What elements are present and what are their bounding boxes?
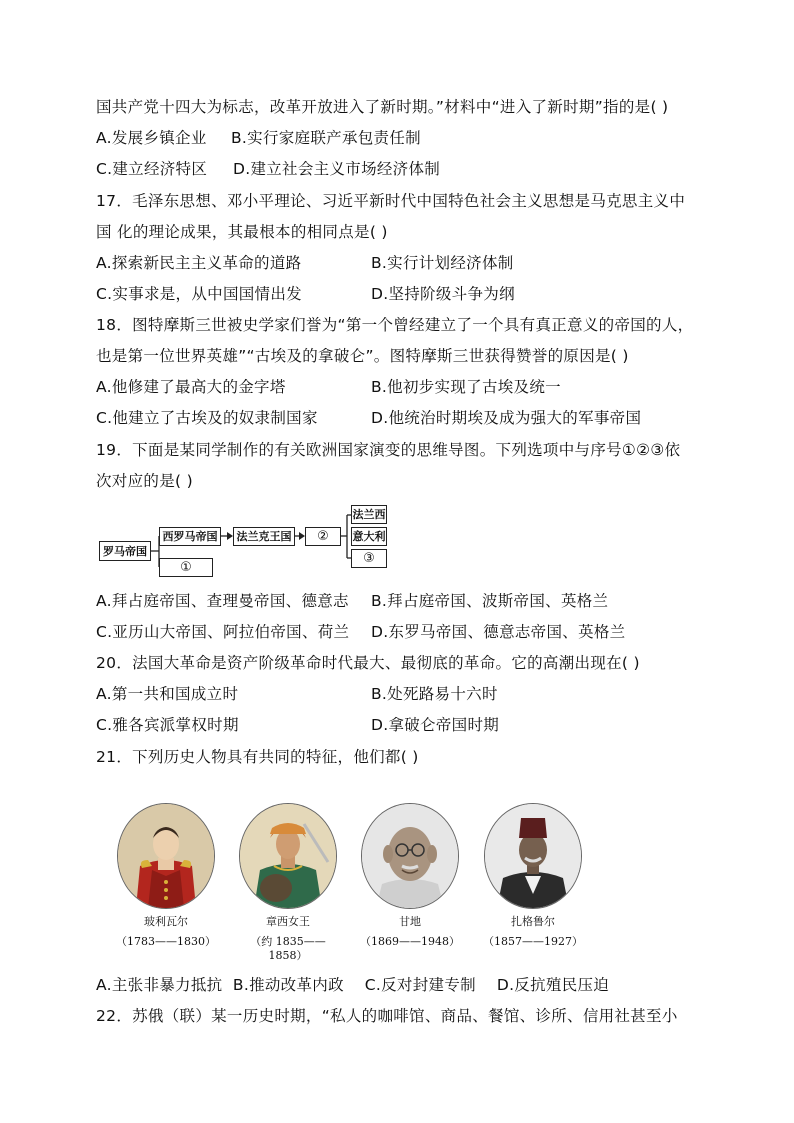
mindmap-france: 法兰西 (351, 505, 387, 524)
q20-option-b: B.处死路易十六时 (371, 685, 498, 703)
q17-option-c: C.实事求是，从中国国情出发 (96, 285, 302, 303)
q20-option-c: C.雅各宾派掌权时期 (96, 716, 239, 734)
q18-option-c: C.他建立了古埃及的奴隶制国家 (96, 409, 318, 427)
q19-stem-line1: 19．下面是某同学制作的有关欧洲国家演变的思维导图。下列选项中与序号①②③依 (96, 441, 681, 459)
q19-option-b: B.拜占庭帝国、波斯帝国、英格兰 (371, 592, 609, 610)
q16-option-b: B.实行家庭联产承包责任制 (231, 129, 421, 147)
portrait-name: 章西女王 (266, 915, 310, 928)
q19-option-a: A.拜占庭帝国、查理曼帝国、德意志 (96, 592, 349, 610)
q16-option-c: C.建立经济特区 (96, 160, 208, 178)
portrait-years: （约 1835——1858） (250, 935, 326, 962)
q16-option-d: D.建立社会主义市场经济体制 (233, 160, 441, 178)
q17-stem-line1: 17．毛泽东思想、邓小平理论、习近平新时代中国特色社会主义思想是马克思主义中 (96, 192, 686, 210)
gandhi-image (361, 803, 459, 909)
q19-stem-line2: 次对应的是( ) (96, 472, 193, 490)
mindmap-italy: 意大利 (351, 527, 387, 546)
q20-stem: 20．法国大革命是资产阶级革命时代最大、最彻底的革命。它的高潮出现在( ) (96, 654, 640, 672)
q18-option-a: A.他修建了最高大的金字塔 (96, 378, 286, 396)
portrait-years: （1783——1830） (116, 935, 216, 948)
q18-stem-line2: 也是第一位世界英雄”“古埃及的拿破仑”。图特摩斯三世获得赞誉的原因是( ) (96, 347, 629, 365)
q21-options: A.主张非暴力抵抗 B.推动改革内政 C.反对封建专制 D.反抗殖民压迫 (96, 976, 610, 994)
mindmap-blank-2: ② (305, 527, 341, 546)
q19-option-d: D.东罗马帝国、德意志帝国、英格兰 (371, 623, 626, 641)
europe-mindmap (99, 503, 399, 579)
q20-option-d: D.拿破仑帝国时期 (371, 716, 500, 734)
mindmap-root-roman-empire: 罗马帝国 (99, 541, 151, 561)
q16-option-a: A.发展乡镇企业 (96, 129, 207, 147)
portrait-name: 甘地 (399, 915, 421, 928)
q17-option-d: D.坚持阶级斗争为纲 (371, 285, 515, 303)
zaghloul-image (484, 803, 582, 909)
rani-image (239, 803, 337, 909)
q18-stem-line1: 18．图特摩斯三世被史学家们誉为“第一个曾经建立了一个具有真正意义的帝国的人， (96, 316, 694, 334)
q17-option-a: A.探索新民主主义革命的道路 (96, 254, 302, 272)
portrait-rani-of-jhansi (238, 803, 338, 963)
portrait-gandhi (360, 803, 460, 949)
q17-option-b: B.实行计划经济体制 (371, 254, 514, 272)
q17-stem-line2: 国 化的理论成果，其最根本的相同点是( ) (96, 223, 388, 241)
q22-stem: 22．苏俄（联）某一历史时期，“私人的咖啡馆、商品、餐馆、诊所、信用社甚至小 (96, 1007, 678, 1025)
mindmap-blank-3: ③ (351, 549, 387, 568)
mindmap-western-roman-empire: 西罗马帝国 (159, 527, 221, 546)
mindmap-frankish-kingdom: 法兰克王国 (233, 527, 295, 546)
q18-option-d: D.他统治时期埃及成为强大的军事帝国 (371, 409, 642, 427)
q19-option-c: C.亚历山大帝国、阿拉伯帝国、荷兰 (96, 623, 350, 641)
bolivar-image (117, 803, 215, 909)
portrait-zaghloul (483, 803, 583, 949)
q20-option-a: A.第一共和国成立时 (96, 685, 239, 703)
q21-stem: 21．下列历史人物具有共同的特征，他们都( ) (96, 748, 419, 766)
portrait-name: 玻利瓦尔 (144, 915, 188, 928)
mindmap-blank-1: ① (159, 558, 213, 577)
portrait-name: 扎格鲁尔 (511, 915, 555, 928)
q18-option-b: B.他初步实现了古埃及统一 (371, 378, 561, 396)
q16-stem: 国共产党十四大为标志，改革开放进入了新时期。”材料中“进入了新时期”指的是( ) (96, 98, 669, 116)
portrait-bolivar (116, 803, 216, 949)
portrait-years: （1857——1927） (483, 935, 583, 948)
portrait-years: （1869——1948） (360, 935, 460, 948)
